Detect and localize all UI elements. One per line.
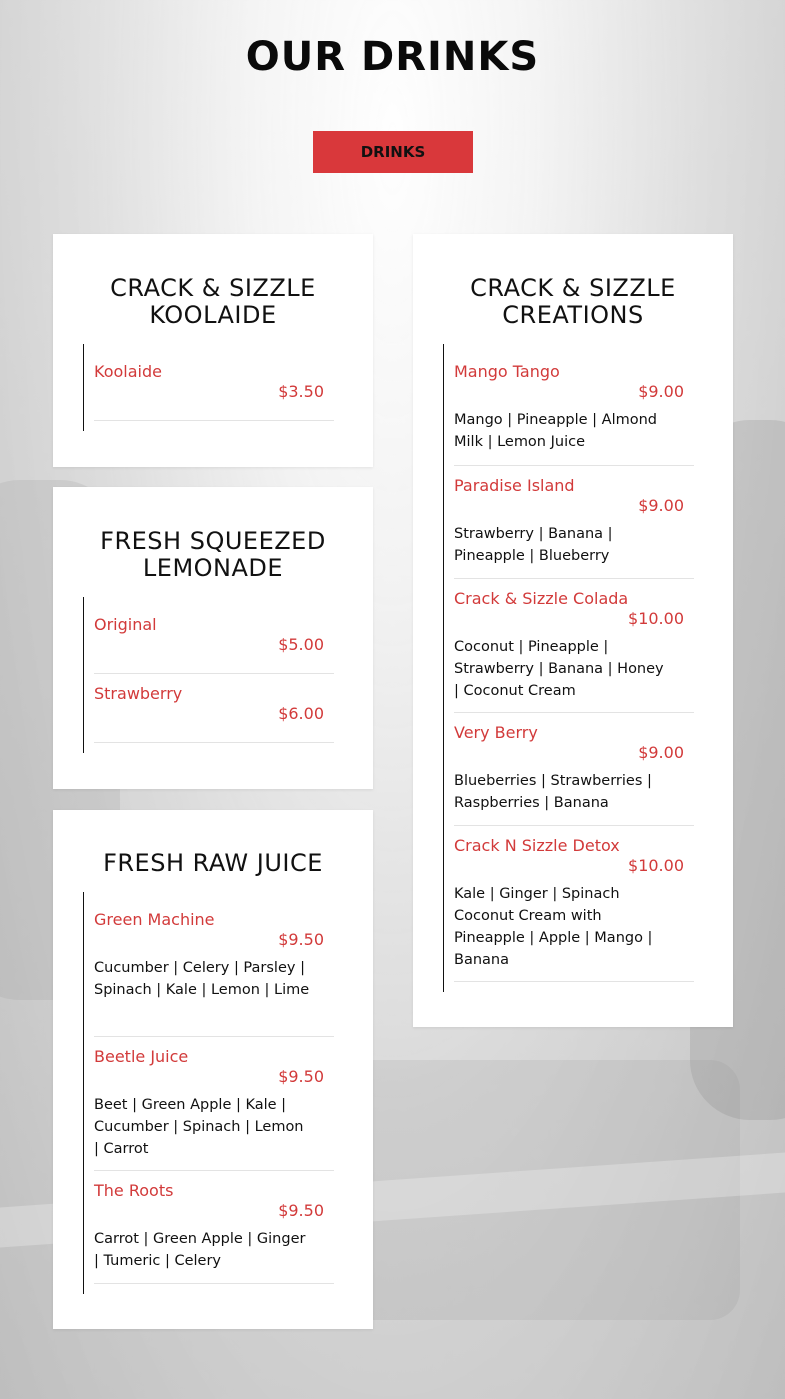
tab-drinks[interactable]: DRINKS <box>313 131 473 173</box>
menu-card-koolaide <box>53 234 373 467</box>
item-price: $9.50 <box>278 1067 324 1086</box>
item-price: $9.50 <box>278 1201 324 1220</box>
menu-item-list <box>83 597 334 753</box>
menu-card-raw-juice <box>53 810 373 1329</box>
item-description: Cucumber | Celery | Parsley | Spinach | Kale | Lemon | Lime <box>94 960 310 998</box>
item-description: Kale | Ginger | Spinach Coconut Cream with Pineapple | Apple | Mango | Banana <box>454 886 653 968</box>
item-name: Mango Tango <box>454 362 560 381</box>
section-title: FRESH RAW JUICE <box>103 849 323 877</box>
item-price: $9.50 <box>278 930 324 949</box>
item-name: Koolaide <box>94 362 162 381</box>
menu-item <box>94 1171 334 1284</box>
item-name: Strawberry <box>94 684 183 703</box>
item-name: Beetle Juice <box>94 1047 189 1066</box>
menu-item <box>454 344 694 466</box>
menu-item <box>94 1037 334 1171</box>
section-title: FRESH SQUEEZED LEMONADE <box>100 527 326 582</box>
item-price: $10.00 <box>628 856 684 875</box>
item-name: The Roots <box>94 1181 174 1200</box>
menu-item-list <box>83 344 334 431</box>
menu-card-creations <box>413 234 733 1027</box>
menu-item-list <box>443 344 694 992</box>
item-price: $6.00 <box>278 704 324 723</box>
item-description: Mango | Pineapple | Almond Milk | Lemon Juice <box>454 412 658 450</box>
menu-item-list <box>83 892 334 1294</box>
item-price: $9.00 <box>638 382 684 401</box>
menu-card-lemonade <box>53 487 373 789</box>
menu-item <box>94 344 334 421</box>
item-name: Crack & Sizzle Colada <box>454 589 629 608</box>
menu-item <box>454 826 694 982</box>
section-title: CRACK & SIZZLE CREATIONS <box>470 274 676 329</box>
menu-item <box>94 597 334 674</box>
section-title: CRACK & SIZZLE KOOLAIDE <box>110 274 316 329</box>
item-name: Crack N Sizzle Detox <box>454 836 620 855</box>
menu-item <box>94 674 334 743</box>
menu-item <box>454 466 694 579</box>
item-description: Blueberries | Strawberries | Raspberries | Banana <box>454 773 652 811</box>
item-price: $9.00 <box>638 743 684 762</box>
menu-item <box>94 892 334 1037</box>
item-price: $9.00 <box>638 496 684 515</box>
item-description: Strawberry | Banana | Pineapple | Blueberry <box>454 526 613 564</box>
item-price: $10.00 <box>628 609 684 628</box>
item-name: Original <box>94 615 157 634</box>
item-price: $5.00 <box>278 635 324 654</box>
item-name: Green Machine <box>94 910 215 929</box>
item-name: Very Berry <box>454 723 538 742</box>
item-price: $3.50 <box>278 382 324 401</box>
item-name: Paradise Island <box>454 476 575 495</box>
item-description: Beet | Green Apple | Kale | Cucumber | Spinach | Lemon | Carrot <box>94 1097 304 1157</box>
item-description: Carrot | Green Apple | Ginger | Tumeric | Celery <box>94 1231 306 1269</box>
item-description: Coconut | Pineapple | Strawberry | Banana | Honey | Coconut Cream <box>454 639 664 699</box>
menu-item <box>454 713 694 826</box>
menu-item <box>454 579 694 713</box>
page-title: OUR DRINKS <box>245 34 540 80</box>
